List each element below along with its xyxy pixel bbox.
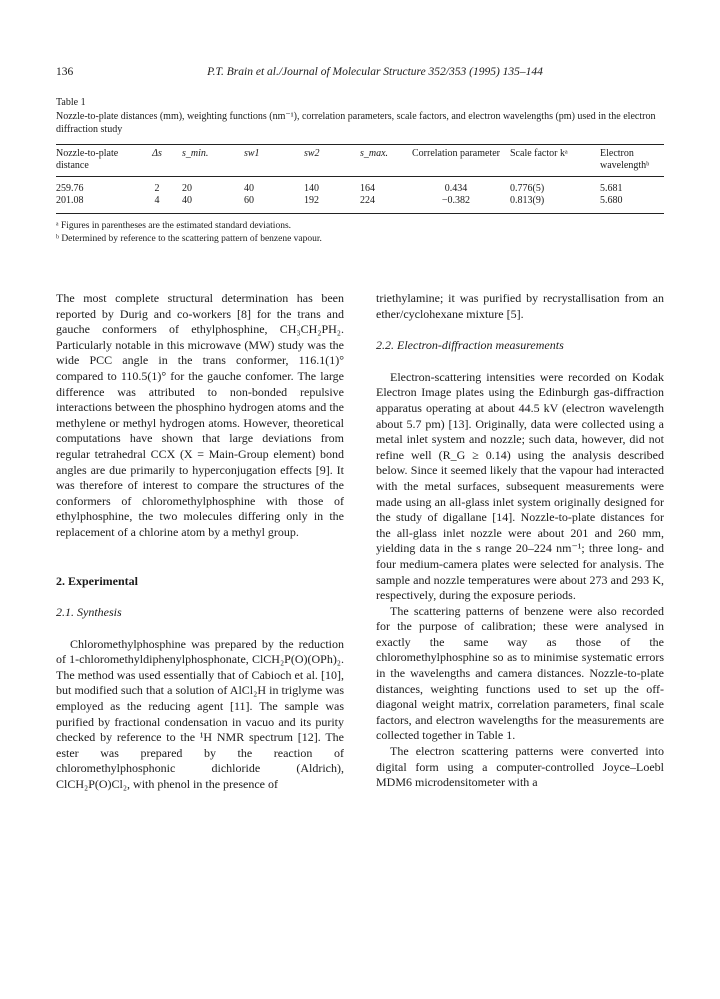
table-label: Table 1	[56, 97, 86, 108]
table-cell: 40	[244, 183, 254, 194]
table-cell: 0.434	[444, 183, 468, 194]
running-title: P.T. Brain et al./Journal of Molecular Structure 352/353 (1995) 135–144	[207, 66, 543, 78]
body-paragraph: The electron scattering patterns were converted into digital form using a computer-controlled Joyce–Loebl MDM6 microdensitometer with a	[376, 744, 664, 790]
right-column	[376, 291, 664, 791]
footnote-a: ᵃ Figures in parentheses are the estimated standard deviations.	[56, 221, 292, 231]
table-row	[56, 177, 664, 195]
table-cell: 20	[182, 183, 192, 194]
table-cell: 0.776(5)	[510, 183, 545, 194]
subsection-heading: 2.1. Synthesis	[56, 605, 122, 620]
table-caption: Nozzle-to-plate distances (mm), weighting functions (nm⁻¹), correlation parameters, scale factors, and electron wavelengths (pm) used in the electron diffraction study	[56, 111, 656, 135]
footnote-b: ᵇ Determined by reference to the scattering pattern of benzene vapour.	[56, 233, 322, 244]
table-cell: 224	[360, 195, 375, 206]
col-header-delta-s: Δs	[152, 148, 162, 159]
table-row	[56, 195, 664, 213]
body-paragraph: Chloromethylphosphine was prepared by the reduction of 1-chloromethyldiphenylphosphonate, ClCH₂P(O)(OPh)₂. The method was used essentially that of Cabioch et al. [10], but modified such that a solution of AlCl₂H in triglyme was employed as the reducing agent [11]. The sample was purified by fractional condensation in vacuo and its purity checked by reference to the ¹H NMR spectrum [12]. The ester was prepared by the reaction of chloromethylphosphonic dichloride (Aldrich), ClCH₂P(O)Cl₂, with phenol in the presence of	[56, 636, 344, 792]
table-cell: 201.08	[56, 195, 84, 206]
table-cell: 5.681	[600, 183, 623, 194]
table-header-row	[56, 145, 664, 176]
subsection-heading: 2.2. Electron-diffraction measurements	[376, 338, 564, 353]
section-heading: 2. Experimental	[56, 573, 138, 588]
table-cell: 140	[304, 183, 319, 194]
table-bottom-rule	[56, 213, 664, 214]
table-cell: 40	[182, 195, 192, 206]
body-paragraph: Electron-scattering intensities were recorded on Kodak Electron Image plates using the Edinburgh gas-diffraction apparatus operating at about 44.5 kV (electron wavelength about 5.7 pm) [13]. Originally, data were collected using a metal inlet system and nozzle; such data, however, did not refine well (R_G ≥ 0.14) using the analysis described below. Since it seemed likely that the vapour had interacted with the metal surfaces, subsequent measurements were made using an all-glass inlet system originally designed for the study of digallane [14]. Nozzle-to-plate distances for the all-glass inlet nozzle were about 201 and 260 mm, yielding data in the s range 20–224 nm⁻¹; three long- and four medium-camera plates were selected for analysis. The sample and nozzle temperatures were about 273 and 293 K, respectively, during the exposure periods.	[376, 369, 664, 603]
running-head	[56, 66, 664, 82]
table-cell: 2	[154, 183, 160, 194]
table-1	[56, 96, 664, 245]
table-cell: −0.382	[441, 195, 471, 206]
page-number: 136	[56, 66, 74, 78]
table-footnotes	[56, 220, 664, 245]
body-paragraph: The scattering patterns of benzene were also recorded for the purpose of calibration; these were analysed in exactly the same way as those of the chloromethylphosphine so as to minimise systematic errors in the wavelengths and camera distances. Nozzle-to-plate distances, weighting functions used to set up the off-diagonal weight matrix, correlation parameters, final scale factors, and electron wavelengths for the measurements are collected together in Table 1.	[376, 603, 664, 743]
col-header-wavelength: Electron wavelengthᵇ	[600, 148, 650, 171]
table-cell: 5.680	[600, 195, 623, 206]
col-header-smax: s_max.	[360, 148, 389, 159]
col-header-smin: s_min.	[182, 148, 209, 159]
table-cell: 164	[360, 183, 375, 194]
col-header-nozzle: Nozzle-to-plate distance	[56, 148, 119, 171]
col-header-sw2: sw2	[304, 148, 320, 159]
table-cell: 60	[244, 195, 254, 206]
col-header-sw1: sw1	[244, 148, 260, 159]
col-header-correlation: Correlation parameter	[411, 148, 500, 159]
table-cell: 192	[304, 195, 319, 206]
data-table	[56, 145, 664, 213]
col-header-scale-factor: Scale factor kᵃ	[510, 148, 568, 159]
table-cell: 259.76	[56, 183, 84, 194]
body-paragraph: The most complete structural determination has been reported by Durig and co-workers [8] for the trans and gauche conformers of ethylphosphine, CH₃CH₂PH₂. Particularly notable in this microwave (MW) study was the wide PCC angle in the trans conformer, 116.1(1)° compared to 110.5(1)° for the gauche confomer. The large difference was attributed to non-bonded repulsive interactions between the phosphino hydrogen atoms and the methylene or methyl hydrogen atoms. However, theoretical computations have shown that large deviations from regular tetrahedral CCX (X = Main-Group element) bond angles are due primarily to hyperconjugation effects [9]. It was therefore of interest to compare the structures of the conformers of chloromethylphosphine with those of ethylphosphine, the two molecules differing only in the replacement of a chlorine atom by a methyl group.	[56, 291, 344, 539]
table-cell: 0.813(9)	[510, 195, 545, 206]
table-cell: 4	[154, 195, 160, 206]
body-paragraph: triethylamine; it was purified by recrystallisation from an ether/cyclohexane mixture [5].	[376, 291, 664, 321]
left-column	[56, 291, 344, 793]
